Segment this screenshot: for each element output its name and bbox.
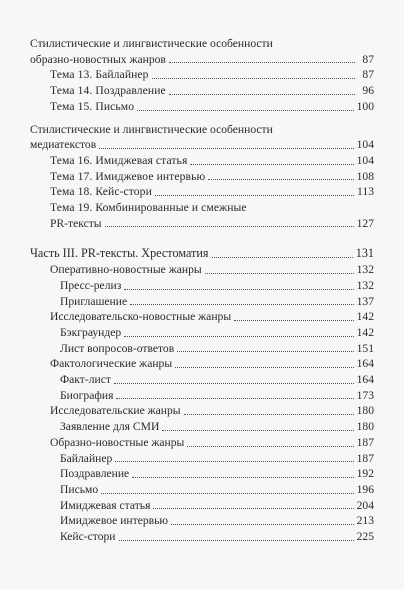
- toc-entry-title: Письмо: [60, 482, 99, 496]
- toc-entry-title-line: образно-новостных жанров: [30, 52, 166, 66]
- dot-leader: [132, 477, 353, 478]
- dot-leader: [116, 398, 353, 399]
- page-number: 173: [356, 388, 374, 402]
- dot-leader: [130, 304, 354, 305]
- page-number: 132: [356, 263, 374, 277]
- page-number: 164: [356, 373, 374, 387]
- toc-entry-text: [30, 498, 374, 514]
- dot-leader: [169, 94, 355, 95]
- toc-entry-title: Приглашение: [60, 294, 128, 308]
- page-number: 192: [356, 467, 374, 481]
- toc-entry-title: Часть III. PR-тексты. Хрестоматия: [30, 246, 209, 261]
- toc-entry-title-line: Тема 19. Комбинированные и смежные: [50, 201, 247, 215]
- dot-leader: [153, 508, 353, 509]
- toc-entry-title: Оперативно-новостные жанры: [50, 263, 202, 277]
- toc-entry-topic: [30, 153, 374, 169]
- toc-entry-text: [30, 529, 374, 545]
- page-number: 100: [356, 99, 374, 113]
- dot-leader: [105, 226, 354, 227]
- dot-leader: [162, 430, 353, 431]
- page-number: 187: [356, 435, 374, 449]
- page-number: 96: [362, 84, 374, 98]
- toc-entry-title-line: PR-тексты: [50, 216, 102, 230]
- toc-entry-title: Тема 13. Байлайнер: [50, 68, 149, 82]
- dot-leader: [205, 273, 354, 274]
- toc-entry-genre: [30, 356, 374, 372]
- toc-entry-genre: [30, 262, 374, 278]
- dot-leader: [190, 164, 353, 165]
- page-number: 87: [362, 68, 374, 82]
- toc-entry-topic: [30, 99, 374, 115]
- dot-leader: [208, 179, 353, 180]
- dot-leader: [137, 110, 353, 111]
- dot-leader: [119, 540, 354, 541]
- toc-entry-title: Имиджевое интервью: [60, 514, 169, 528]
- toc-entry-text: [30, 466, 374, 482]
- page-number: 196: [356, 482, 374, 496]
- toc-entry-title: Имиджевая статья: [60, 498, 151, 512]
- dot-leader: [124, 336, 353, 337]
- page-number: 131: [355, 246, 374, 261]
- dot-leader: [171, 524, 354, 525]
- toc-entry-title: Пресс-релиз: [60, 278, 122, 292]
- page-number: 104: [356, 153, 374, 167]
- page-number: 87: [362, 52, 374, 66]
- page-number: 180: [356, 404, 374, 418]
- dot-leader: [184, 414, 354, 415]
- dot-leader: [114, 383, 354, 384]
- toc-entry-title: Исследовательско-новостные жанры: [50, 310, 232, 324]
- toc-entry-title: Тема 14. Поздравление: [50, 84, 166, 98]
- page-number: 180: [356, 420, 374, 434]
- page-number: 127: [356, 216, 374, 230]
- toc-entry-title: Заявление для СМИ: [60, 420, 160, 434]
- dot-leader: [155, 195, 354, 196]
- table-of-contents: [30, 36, 374, 545]
- page-number: 108: [356, 169, 374, 183]
- toc-entry-genre: [30, 435, 374, 451]
- page-number: 113: [357, 185, 374, 199]
- toc-entry-section: [30, 36, 374, 67]
- toc-entry-title: Тема 16. Имиджевая статья: [50, 153, 188, 167]
- toc-entry-genre: [30, 403, 374, 419]
- page-number: 151: [356, 341, 374, 355]
- dot-leader: [175, 367, 353, 368]
- page-number: 164: [356, 357, 374, 371]
- page-number: 142: [356, 310, 374, 324]
- page-number: 132: [356, 278, 374, 292]
- toc-entry-text: [30, 513, 374, 529]
- toc-entry-title: Лист вопросов-ответов: [60, 341, 175, 355]
- toc-entry-text: [30, 278, 374, 294]
- dot-leader: [152, 78, 355, 79]
- dot-leader: [115, 461, 353, 462]
- toc-entry-topic: [30, 169, 374, 185]
- dot-leader: [212, 257, 353, 258]
- page-number: 137: [356, 294, 374, 308]
- toc-entry-part: [30, 246, 374, 262]
- toc-entry-title: Исследовательские жанры: [50, 404, 181, 418]
- toc-entry-title: Фактологические жанры: [50, 357, 173, 371]
- page-number: 104: [356, 138, 374, 152]
- toc-entry-title: Факт-лист: [60, 373, 111, 387]
- toc-entry-text: [30, 341, 374, 357]
- toc-entry-title: Тема 17. Имиджевое интервью: [50, 169, 206, 183]
- toc-entry-title: Тема 18. Кейс-стори: [50, 185, 152, 199]
- toc-entry-text: [30, 388, 374, 404]
- toc-entry-section: [30, 122, 374, 153]
- toc-entry-title: Поздравление: [60, 467, 130, 481]
- dot-leader: [101, 493, 353, 494]
- toc-entry-genre: [30, 309, 374, 325]
- toc-entry-text: [30, 419, 374, 435]
- toc-entry-text: [30, 325, 374, 341]
- toc-entry-title: Биография: [60, 388, 114, 402]
- page-number: 213: [356, 514, 374, 528]
- toc-entry-title-line: медиатекстов: [30, 138, 97, 152]
- toc-entry-title: Тема 15. Письмо: [50, 99, 135, 113]
- page-number: 225: [356, 530, 374, 544]
- toc-entry-topic: [30, 83, 374, 99]
- toc-entry-topic: [30, 200, 374, 231]
- page-number: 204: [356, 498, 374, 512]
- toc-entry-title-line: Стилистические и лингвистические особенности: [30, 122, 273, 136]
- dot-leader: [187, 446, 353, 447]
- dot-leader: [177, 351, 353, 352]
- toc-entry-text: [30, 482, 374, 498]
- page-number: 187: [356, 451, 374, 465]
- toc-entry-text: [30, 451, 374, 467]
- dot-leader: [124, 289, 353, 290]
- toc-entry-title-line: Стилистические и лингвистические особенности: [30, 37, 273, 50]
- toc-entry-title: Бэкграундер: [60, 325, 122, 339]
- toc-entry-topic: [30, 67, 374, 83]
- dot-leader: [169, 62, 355, 63]
- dot-leader: [234, 320, 353, 321]
- toc-entry-title: Байлайнер: [60, 451, 113, 465]
- dot-leader: [99, 148, 353, 149]
- page-number: 142: [356, 325, 374, 339]
- toc-entry-title: Кейс-стори: [60, 530, 116, 544]
- toc-entry-title: Образно-новостные жанры: [50, 435, 185, 449]
- toc-entry-topic: [30, 184, 374, 200]
- toc-entry-text: [30, 372, 374, 388]
- toc-entry-text: [30, 294, 374, 310]
